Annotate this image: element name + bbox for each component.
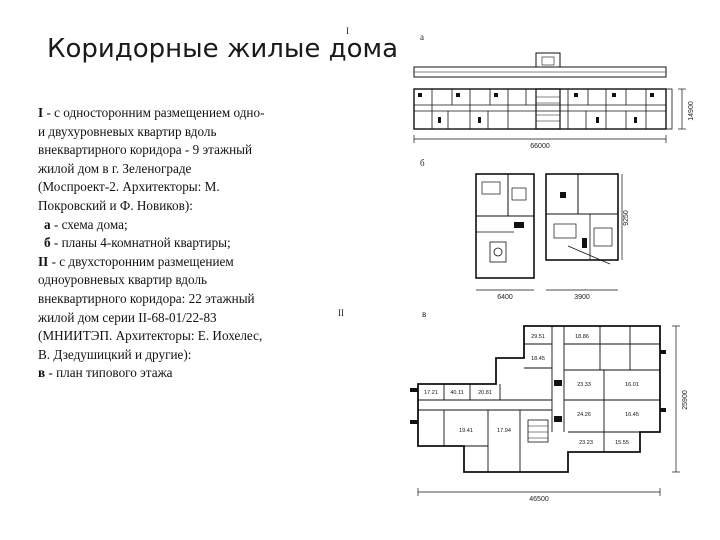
dimension-b-left: 6400 xyxy=(497,294,513,301)
room-area: 17.21 xyxy=(424,390,438,396)
figure-v-typical-floor-plan xyxy=(404,320,700,502)
item-v xyxy=(38,364,268,383)
figure-roman-two: II xyxy=(338,308,344,318)
item-b-letter: б xyxy=(44,235,51,251)
paragraph-two-text: - с двухсторонним размещением одноуровневых квартир вдоль внеквартирного коридора: 22 этажный жилой дом серии II-68-01/22-83 (МНИИТЭП. Архитекторы: Е. Иохелес, В. Дзедушицкий и другие): xyxy=(38,253,263,362)
item-v-text: - план типового этажа xyxy=(45,365,173,381)
room-area: 19.41 xyxy=(459,428,473,434)
figure-label-a: а xyxy=(420,32,424,42)
room-area: 15.55 xyxy=(615,440,629,446)
room-area: 18.86 xyxy=(575,334,589,340)
room-area: 17.94 xyxy=(497,428,511,434)
item-a xyxy=(38,216,268,235)
item-v-letter: в xyxy=(38,365,46,381)
dimension-v-width: 46500 xyxy=(529,496,549,502)
figure-a-house-scheme xyxy=(408,45,698,150)
page-title: Коридорные жилые дома xyxy=(47,34,399,64)
room-area: 18.45 xyxy=(531,356,545,362)
description-text xyxy=(38,104,268,383)
room-area: 23.33 xyxy=(577,382,591,388)
room-area: 16.01 xyxy=(625,382,639,388)
roman-numeral-two: II xyxy=(38,253,49,269)
dimension-a-width: 66000 xyxy=(530,143,550,150)
room-area: 40.11 xyxy=(450,390,464,396)
figure-label-b: б xyxy=(420,158,425,168)
room-area: 20.81 xyxy=(478,390,492,396)
paragraph-two xyxy=(38,253,268,365)
dimension-b-right: 3900 xyxy=(574,294,590,301)
dimension-a-height: 14900 xyxy=(688,101,695,121)
paragraph-one xyxy=(38,104,268,216)
roman-numeral-one: I xyxy=(38,105,44,120)
figure-b-apartment-plans xyxy=(470,168,630,302)
room-area: 24.26 xyxy=(577,412,591,418)
floor-outline xyxy=(418,326,660,472)
figure-label-v: в xyxy=(422,309,427,319)
item-a-text: - схема дома; xyxy=(50,216,128,232)
paragraph-one-text: - с односторонним размещением одно- и двухуровневых квартир вдоль внеквартирного коридора - 9 этажный жилой дом в г. Зеленограде (Моспроект-2. Архитекторы: М. Покровский и Ф. Новиков): xyxy=(38,105,265,213)
room-area: 23.23 xyxy=(579,440,593,446)
room-area: 29.51 xyxy=(531,334,545,340)
room-area: 16.45 xyxy=(625,412,639,418)
item-a-letter: а xyxy=(44,216,51,232)
dimension-b-height: 9250 xyxy=(623,210,630,226)
dimension-v-height: 25900 xyxy=(682,390,689,410)
figure-roman-one: I xyxy=(346,26,349,36)
item-b-text: - планы 4-комнатной квартиры; xyxy=(50,235,231,251)
item-b xyxy=(38,234,268,253)
